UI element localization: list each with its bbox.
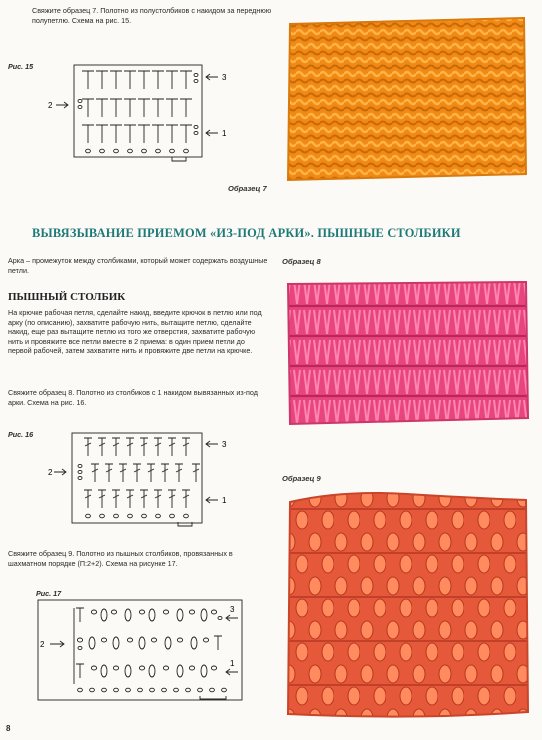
fig16-row-num-1: 1 — [222, 496, 227, 505]
sample7-caption: Образец 7 — [228, 184, 267, 193]
sample7-photo — [284, 14, 530, 182]
fig17-chain-row — [78, 688, 227, 692]
fig15-label: Рис. 15 — [8, 62, 34, 71]
fig17-row3 — [76, 608, 222, 622]
fig16-chain-row — [86, 514, 189, 518]
sample8-photo — [282, 278, 532, 428]
fig15-diagram — [48, 63, 244, 167]
fig17-diagram — [34, 598, 246, 702]
fig17-row2 — [77, 636, 222, 650]
fig15-row-num-3: 3 — [222, 73, 227, 82]
sample8-caption: Образец 8 — [282, 257, 321, 266]
fig15-chain-row — [86, 149, 189, 153]
sample9-caption: Образец 9 — [282, 474, 321, 483]
fig15-row-num-1: 1 — [222, 129, 227, 138]
fig16-row2 — [91, 464, 200, 482]
sample9-photo — [282, 488, 532, 724]
subtitle-pyshny: ПЫШНЫЙ СТОЛБИК — [8, 291, 126, 303]
fig17-row-num-3: 3 — [230, 605, 235, 614]
fig15-row1 — [82, 125, 192, 143]
paragraph-sample7: Свяжите образец 7. Полотно из полустолбиков с накидом за переднюю полупетлю. Схема на рис. 15. — [32, 6, 272, 25]
fig15-row3 — [82, 71, 192, 89]
section-title: ВЫВЯЗЫВАНИЕ ПРИЕМОМ «ИЗ-ПОД АРКИ». ПЫШНЫЕ СТОЛБИКИ — [32, 226, 461, 240]
fig16-row-num-2: 2 — [48, 468, 53, 477]
fig16-row3 — [84, 438, 190, 456]
page-number: 8 — [6, 724, 11, 733]
fig16-row-num-3: 3 — [222, 440, 227, 449]
arch-definition: Арка – промежуток между столбиками, который может содержать воздушные петли. — [8, 256, 268, 275]
fig17-label: Рис. 17 — [36, 589, 62, 598]
fig17-row-num-2: 2 — [40, 640, 45, 649]
pyshny-description: На крючке рабочая петля, сделайте накид, введите крючок в петлю или под арку (по описанию), захватите рабочую нить, вытащите петлю, сделайте накид, еще раз вытащите петлю из того же отверстия, захватите рабочую нить и провяжите все петли вместе в 2 приема: в один прием петли до первой рабочей, затем захватите нить и провяжите две петли на крючке. — [8, 308, 262, 356]
fig16-label: Рис. 16 — [8, 430, 34, 439]
fig17-row1 — [76, 664, 217, 678]
paragraph-sample8: Свяжите образец 8. Полотно из столбиков с 1 накидом вывязанных из-под арки. Схема на рис. 16. — [8, 388, 258, 407]
paragraph-sample9: Свяжите образец 9. Полотно из пышных столбиков, провязанных в шахматном порядке (П:2+2). Схема на рисунке 17. — [8, 549, 233, 568]
fig17-row-num-1: 1 — [230, 659, 235, 668]
fig15-row-num-2: 2 — [48, 101, 53, 110]
fig16-diagram — [48, 430, 244, 530]
fig16-row1 — [84, 490, 190, 508]
fig15-row2 — [82, 99, 192, 117]
